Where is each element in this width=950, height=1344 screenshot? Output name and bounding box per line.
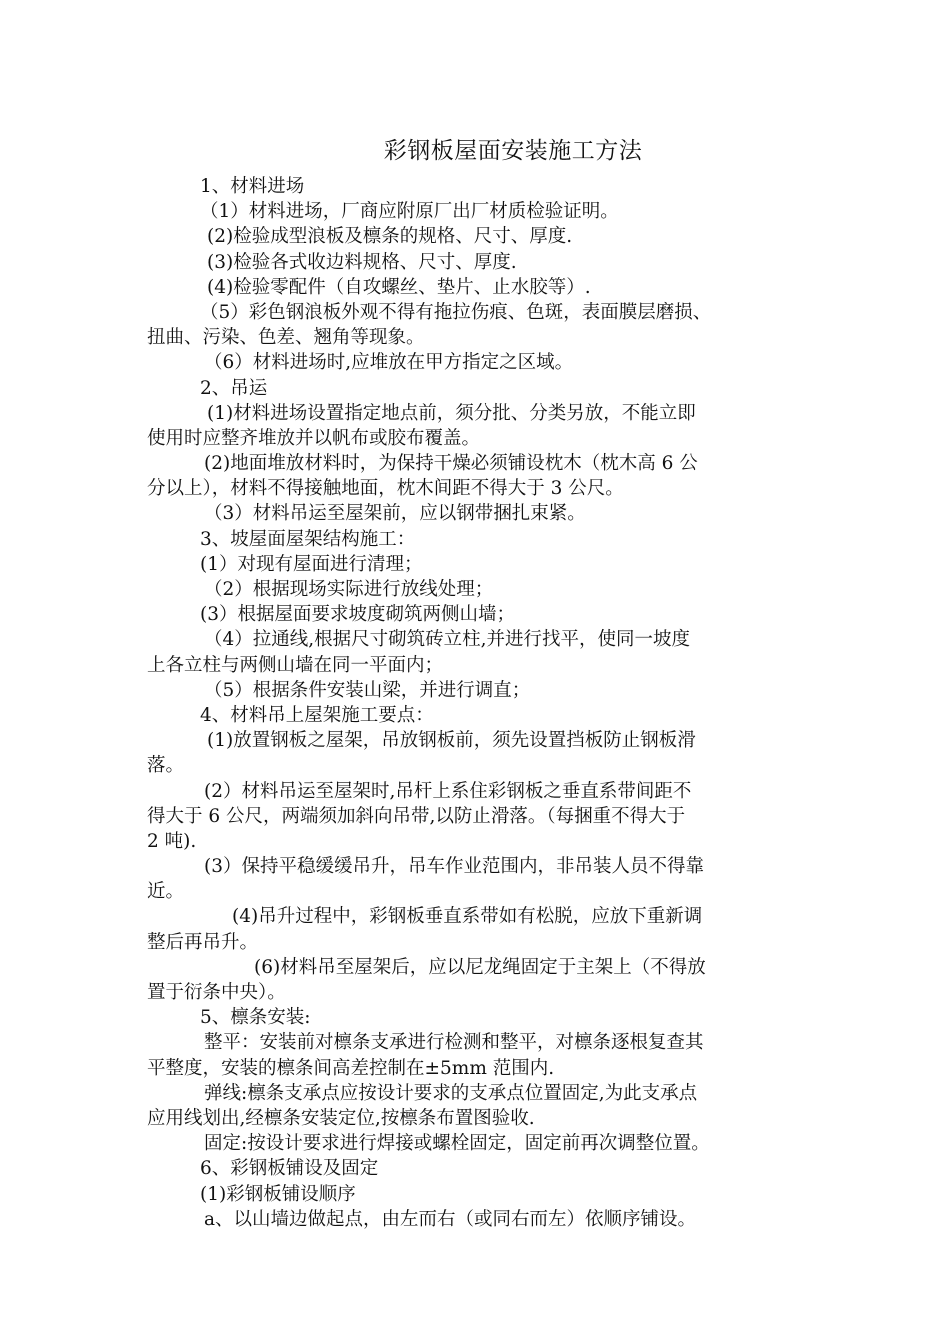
paragraph-line: （4）拉通线,根据尺寸砌筑砖立柱,并进行找平，使同一坡度 — [204, 629, 691, 651]
paragraph-line: （2）根据现场实际进行放线处理； — [204, 579, 494, 600]
section-heading: 6、彩钢板铺设及固定 — [200, 1158, 379, 1180]
paragraph-line: 置于衍条中央）。 — [147, 982, 286, 1003]
paragraph-line: (4)吊升过程中，彩钢板垂直系带如有松脱，应放下重新调 — [232, 906, 703, 928]
paragraph-line: (2）材料吊运至屋架时,吊杆上系住彩钢板之垂直系带间距不 — [204, 780, 692, 802]
paragraph-line: 应用线划出,经檩条安装定位,按檩条布置图验收. — [147, 1107, 535, 1129]
paragraph-line: （5）彩色钢浪板外观不得有拖拉伤痕、色斑，表面膜层磨损、 — [200, 301, 712, 323]
paragraph-line: (2)地面堆放材料时，为保持干燥必须铺设枕木（枕木高 6 公 — [204, 453, 698, 475]
paragraph-line: a、以山墙边做起点，由左而右（或同右而左）依顺序铺设。 — [204, 1208, 697, 1230]
paragraph-line: 平整度，安装的檩条间高差控制在±5mm 范围内. — [147, 1057, 555, 1079]
paragraph-line: （6）材料进场时,应堆放在甲方指定之区域。 — [204, 352, 574, 374]
section-heading: 4、材料吊上屋架施工要点： — [200, 704, 434, 726]
paragraph-line: 使用时应整齐堆放并以帆布或胶布覆盖。 — [147, 427, 481, 449]
paragraph-line: (1）对现有屋面进行清理； — [200, 553, 423, 575]
paragraph-line: 扭曲、污染、色差、翘角等现象。 — [147, 327, 425, 349]
paragraph-line: 落。 — [147, 755, 185, 777]
document-title: 彩钢板屋面安装施工方法 — [383, 138, 643, 164]
paragraph-line: (1)放置钢板之屋架，吊放钢板前，须先设置挡板防止钢板滑 — [207, 730, 696, 752]
paragraph-line: 整平：安装前对檩条支承进行检测和整平，对檩条逐根复查其 — [204, 1032, 704, 1054]
paragraph-line: 固定:按设计要求进行焊接或螺栓固定，固定前再次调整位置。 — [204, 1133, 710, 1155]
paragraph-line: 2 吨). — [147, 830, 197, 852]
paragraph-line: 弹线:檩条支承点应按设计要求的支承点位置固定,为此支承点 — [204, 1082, 698, 1104]
paragraph-line: 得大于 6 公尺，两端须加斜向吊带,以防止滑落。（每捆重不得大于 — [147, 805, 686, 827]
paragraph-line: (2)检验成型浪板及檩条的规格、尺寸、厚度. — [207, 226, 573, 248]
paragraph-line: (3）保持平稳缓缓吊升，吊车作业范围内，非吊装人员不得靠 — [204, 856, 704, 878]
paragraph-line: （5）根据条件安装山梁，并进行调直； — [204, 679, 531, 701]
paragraph-line: 整后再吊升。 — [147, 931, 259, 953]
paragraph-line: 分以上），材料不得接触地面，枕木间距不得大于 3 公尺。 — [147, 478, 624, 500]
section-heading: 3、坡屋面屋架结构施工： — [200, 528, 416, 550]
section-heading: 1、材料进场 — [200, 176, 305, 197]
paragraph-line: (6)材料吊至屋架后，应以尼龙绳固定于主架上（不得放 — [254, 956, 706, 978]
paragraph-line: 上各立柱与两侧山墙在同一平面内； — [147, 654, 444, 676]
paragraph-line: (3）根据屋面要求坡度砌筑两侧山墙； — [200, 604, 515, 626]
paragraph-line: (1)材料进场设置指定地点前，须分批、分类另放，不能立即 — [207, 402, 696, 424]
section-heading: 2、吊运 — [200, 377, 268, 399]
document-body — [147, 174, 811, 1232]
section-heading: 5、檩条安装: — [200, 1007, 311, 1029]
paragraph-line: （1）材料进场，厂商应附原厂出厂材质检验证明。 — [200, 201, 619, 223]
paragraph-line: (4)检验零配件（自攻螺丝、垫片、止水胶等）. — [207, 276, 591, 298]
paragraph-line: 近。 — [147, 881, 185, 903]
paragraph-line: (1)彩钢板铺设顺序 — [200, 1183, 356, 1205]
paragraph-line: （3）材料吊运至屋架前，应以钢带捆扎束紧。 — [204, 503, 586, 525]
paragraph-line: (3)检验各式收边料规格、尺寸、厚度. — [207, 251, 517, 273]
